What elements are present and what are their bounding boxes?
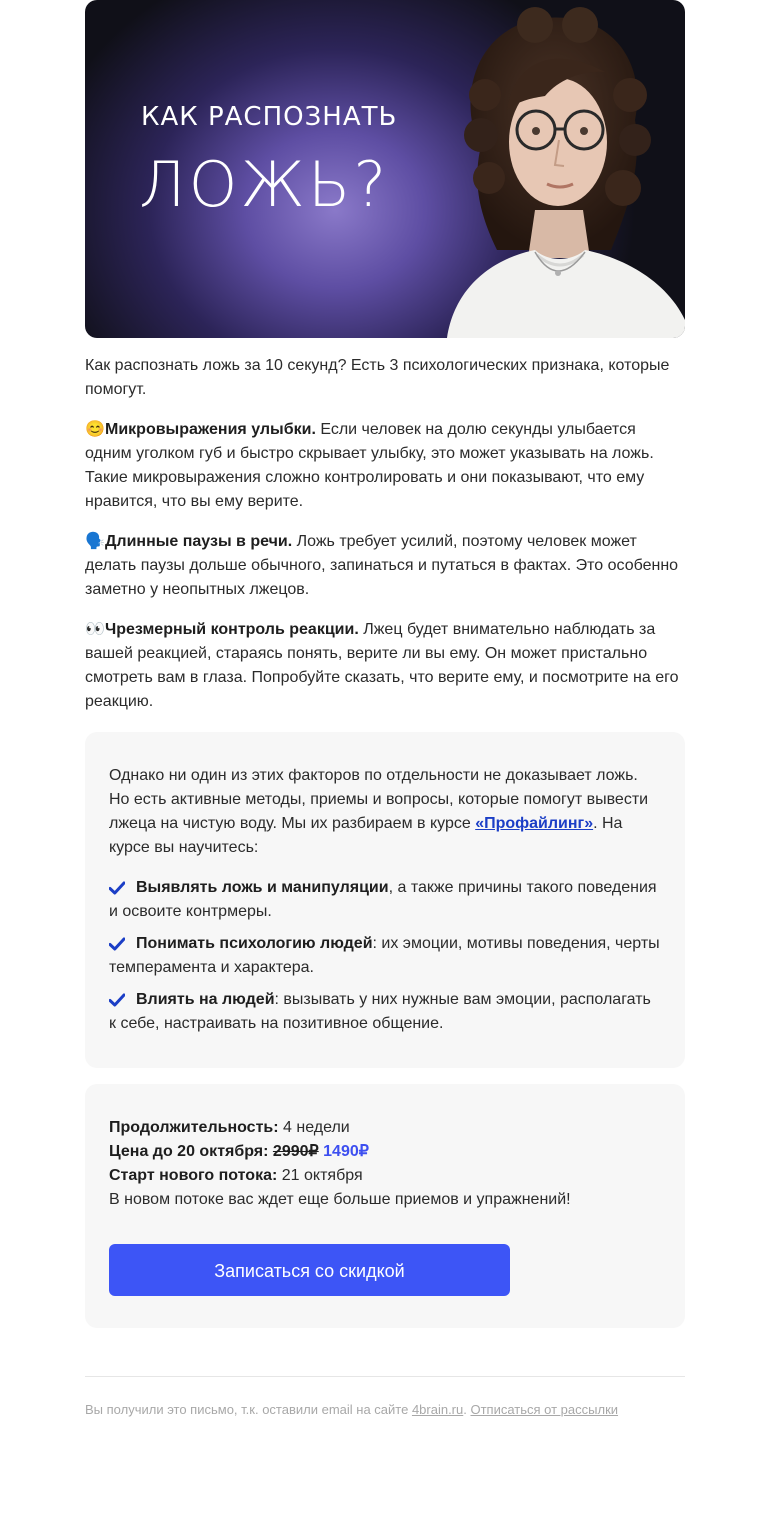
duration-label: Продолжительность:: [109, 1119, 279, 1136]
speaking-head-emoji-icon: 🗣️: [85, 533, 105, 550]
point-long-pauses: [85, 530, 685, 602]
skill-text: : их эмоции, мотивы поведения, черты темперамента и характера.: [109, 935, 660, 976]
price-label: Цена до 20 октября:: [109, 1143, 269, 1160]
intro-text: Как распознать ложь за 10 секунд? Есть 3 психологических признака, которые помогут.: [85, 357, 670, 398]
checkmark-icon: [109, 881, 125, 895]
skill-title: Понимать психологию людей: [136, 935, 373, 952]
course-lead-tail: . На курсе вы научитесь:: [109, 815, 623, 856]
point-text: Ложь требует усилий, поэтому человек может делать паузы дольше обычного, запинаться и путаться в фактах. Это особенно заметно у неопытных лжецов.: [85, 533, 679, 598]
course-link[interactable]: «Профайлинг»: [475, 815, 594, 832]
new-price: 1490₽: [323, 1143, 369, 1160]
start-row: [109, 1164, 661, 1188]
email-body: [85, 0, 685, 1419]
footer: [85, 1401, 685, 1419]
footer-divider: [85, 1376, 685, 1377]
point-title: Чрезмерный контроль реакции.: [105, 621, 359, 638]
course-lead: [109, 764, 661, 860]
point-reaction-control: [85, 618, 685, 714]
duration-value: 4 недели: [278, 1119, 350, 1136]
point-title: Микровыражения улыбки.: [105, 421, 316, 438]
promo-text: В новом потоке вас ждет еще больше приемов и упражнений!: [109, 1191, 571, 1208]
skill-title: Выявлять ложь и манипуляции: [136, 879, 389, 896]
checkmark-icon: [109, 937, 125, 951]
presenter-photo: [385, 0, 685, 338]
price-row: [109, 1140, 661, 1164]
hero-title-line2: ЛОЖЬ?: [139, 148, 390, 221]
hero-title-line1: КАК РАСПОЗНАТЬ: [141, 102, 398, 132]
start-value: 21 октября: [277, 1167, 363, 1184]
skill-text: : вызывать у них нужные вам эмоции, располагать к себе, настраивать на позитивное общение.: [109, 991, 651, 1032]
point-text: Лжец будет внимательно наблюдать за вашей реакцией, стараясь понять, верите ли вы ему. Он может пристально смотреть вам в глаза. Попробуйте сказать, что верите ему, и посмотрите на его реакцию.: [85, 621, 679, 710]
point-micro-expressions: [85, 418, 685, 514]
checkmark-icon: [109, 993, 125, 1007]
skill-title: Влиять на людей: [136, 991, 275, 1008]
site-link[interactable]: 4brain.ru: [411, 1402, 464, 1417]
course-details-card: [85, 1084, 685, 1328]
unsubscribe-link[interactable]: Отписаться от рассылки: [470, 1402, 619, 1417]
list-item: [109, 876, 661, 924]
skills-list: [109, 876, 661, 1036]
footer-text: Вы получили это письмо, т.к. оставили email на сайте: [85, 1402, 412, 1417]
footer-separator: .: [463, 1402, 471, 1417]
duration-row: [109, 1116, 661, 1140]
start-label: Старт нового потока:: [109, 1167, 278, 1184]
list-item: [109, 988, 661, 1036]
point-text: Если человек на долю секунды улыбается одним уголком губ и быстро скрывает улыбку, это может указывать на ложь. Такие микровыражения сложно контролировать и они показывают, что ему нравится, что вы ему верите.: [85, 421, 654, 510]
old-price: 2990₽: [272, 1143, 319, 1160]
hero-banner: [85, 0, 685, 338]
eyes-emoji-icon: 👀: [85, 621, 105, 638]
enroll-discount-button[interactable]: Записаться со скидкой: [109, 1244, 510, 1296]
skill-text: , а также причины такого поведения и освоите контрмеры.: [109, 879, 657, 920]
smile-emoji-icon: 😊: [85, 421, 105, 438]
course-card: [85, 732, 685, 1068]
point-title: Длинные паузы в речи.: [105, 533, 293, 550]
list-item: [109, 932, 661, 980]
course-lead-text: Однако ни один из этих факторов по отдельности не доказывает ложь. Но есть активные методы, приемы и вопросы, которые помогут вывести лжеца на чистую воду. Мы их разбираем в курсе: [109, 767, 649, 832]
